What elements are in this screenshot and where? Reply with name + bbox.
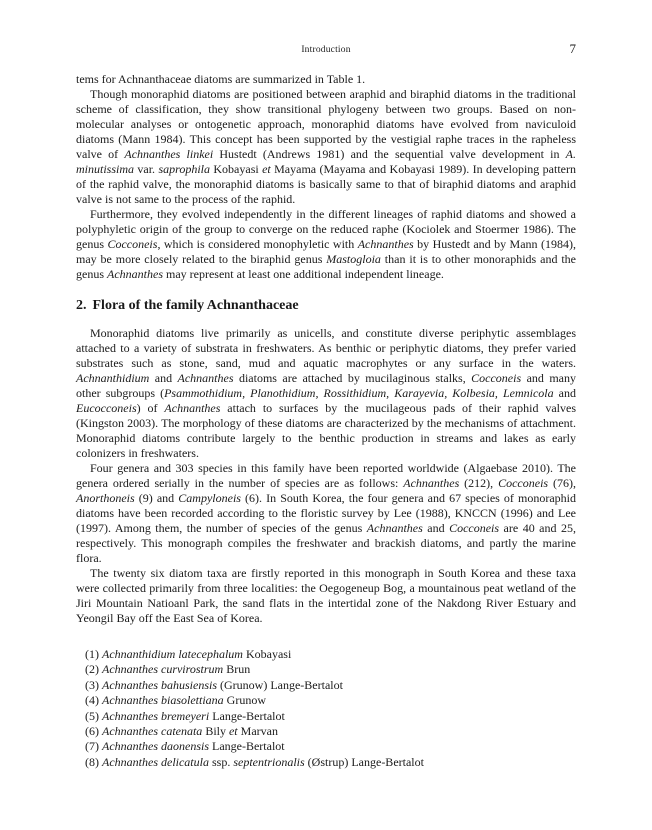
section-heading bbox=[76, 298, 576, 313]
text-run: (8) bbox=[85, 754, 102, 769]
section-number: 2. bbox=[76, 298, 87, 313]
paragraph bbox=[76, 87, 576, 207]
text-run: (5) bbox=[85, 708, 102, 723]
text-run: (1) bbox=[85, 647, 102, 661]
italic-run: Achnanthes bbox=[107, 267, 163, 281]
list-item bbox=[85, 693, 576, 708]
text-run: than it is to other monoraphids and the genus bbox=[76, 252, 576, 281]
text-run: (2) bbox=[85, 662, 102, 677]
text-run: may represent at least one additional independent lineage. bbox=[163, 267, 444, 281]
italic-run: Achnanthes bbox=[366, 521, 423, 535]
text-run: are 40 and 25, respectively. This monograph compiles the freshwater and brackish diatoms, and partly the marine flora. bbox=[76, 521, 576, 565]
text-run: Bily bbox=[202, 724, 229, 739]
text-run: and many other subgroups ( bbox=[76, 371, 576, 400]
text-run: Lange-Bertalot bbox=[209, 739, 285, 754]
italic-run: et bbox=[262, 162, 271, 176]
text-run: (3) bbox=[85, 677, 102, 692]
paragraph: tems for Achnanthaceae diatoms are summarized in Table 1. bbox=[76, 72, 366, 86]
text-run: Kobayasi bbox=[242, 647, 292, 661]
italic-run: Achnanthes catenata bbox=[102, 724, 203, 739]
italic-run: septentrionalis bbox=[233, 754, 305, 769]
text-run: (76), bbox=[548, 476, 576, 490]
italic-run: Cocconeis bbox=[498, 476, 549, 490]
italic-run: Achnanthes bbox=[164, 401, 221, 415]
italic-run: Achnanthes delicatula bbox=[102, 754, 209, 769]
text-run: var. bbox=[134, 162, 159, 176]
page-header bbox=[76, 41, 576, 61]
italic-run: Achnanthes bremeyeri bbox=[102, 708, 210, 723]
text-run: (7) bbox=[85, 739, 102, 754]
text-run: and bbox=[553, 386, 576, 400]
text-run: Hustedt (Andrews 1981) and the sequential valve development in bbox=[213, 147, 566, 161]
text-run: (Østrup) Lange-Bertalot bbox=[304, 754, 424, 769]
paragraph bbox=[76, 326, 576, 461]
page-body bbox=[76, 72, 576, 770]
italic-run: Achnanthes bbox=[177, 371, 234, 385]
italic-run: Cocconeis bbox=[471, 371, 522, 385]
paragraph bbox=[76, 461, 576, 566]
taxa-list bbox=[85, 647, 576, 770]
text-run: (6) bbox=[85, 724, 102, 739]
italic-run: Achnanthes linkei bbox=[124, 147, 214, 161]
italic-run: Mastogloia bbox=[326, 252, 381, 266]
italic-run: Achnanthes curvirostrum bbox=[102, 662, 224, 677]
italic-run: et bbox=[228, 724, 238, 739]
list-item bbox=[85, 724, 576, 739]
text-run: (Grunow) Lange-Bertalot bbox=[217, 677, 343, 692]
italic-run: A. minutissima bbox=[76, 147, 576, 176]
list-item bbox=[85, 647, 576, 662]
text-run: and bbox=[422, 521, 450, 535]
italic-run: Campyloneis bbox=[178, 491, 241, 505]
italic-run: Eucocconeis bbox=[76, 401, 137, 415]
italic-run: Achnanthes bbox=[403, 476, 460, 490]
italic-run: Achnanthidium bbox=[76, 371, 150, 385]
paragraph: The twenty six diatom taxa are firstly reported in this monograph in South Korea and these taxa were collected primarily from three localities: the Oegogeneup Bog, a mountainous peat wetland of the Jiri Mountain Natioanl Park, the sand flats in the intertidal zone of the Nakdong River Estuary and Yeongil Bay off the East Sea of Korea. bbox=[76, 566, 576, 625]
italic-run: Achnanthidium latecephalum bbox=[102, 647, 243, 661]
section-title: Flora of the family Achnanthaceae bbox=[92, 298, 299, 313]
list-item bbox=[85, 739, 576, 754]
italic-run: Cocconeis bbox=[449, 521, 500, 535]
list-item bbox=[85, 755, 576, 770]
italic-run: Achnanthes bbox=[357, 237, 414, 251]
list-item bbox=[85, 709, 576, 724]
italic-run: saprophila bbox=[158, 162, 210, 176]
paragraph bbox=[76, 207, 576, 282]
text-run: , which is considered monophyletic with bbox=[157, 237, 358, 251]
text-run: (9) and bbox=[134, 491, 179, 505]
text-run: Though monoraphid diatoms are positioned between araphid and biraphid diatoms in the traditional scheme of classification, they show transitional phylogeny between two groups. Based on non-molecular analyses or ontogenetic approach, monoraphid diatoms have evolved from naviculoid diatoms (Mann 1984). This concept has been supported by the vestigial raphe traces in the rapheless valve of bbox=[76, 87, 576, 161]
text-run: Grunow bbox=[223, 693, 266, 708]
text-run: (212), bbox=[459, 476, 499, 490]
italic-run: Achnanthes bahusiensis bbox=[102, 677, 217, 692]
text-run: ssp. bbox=[208, 754, 234, 769]
text-run: Kobayasi bbox=[210, 162, 263, 176]
text-run: (4) bbox=[85, 693, 102, 708]
running-title: Introduction bbox=[301, 45, 351, 55]
list-item bbox=[85, 678, 576, 693]
text-run: diatoms are attached by mucilaginous stalks, bbox=[233, 371, 472, 385]
italic-run: Anorthoneis bbox=[76, 491, 135, 505]
text-run: ) of bbox=[136, 401, 165, 415]
text-run: attach to surfaces by the mucilageous pads of their raphid valves (Kingston 2003). The morphology of these diatoms are characterized by the mechanisms of attachment. Monoraphid diatoms contribute largely to the benthic production in streams and lakes as early colonizers in freshwaters. bbox=[76, 401, 576, 460]
text-run: Brun bbox=[223, 662, 251, 677]
text-run: and bbox=[149, 371, 178, 385]
text-run: Monoraphid diatoms live primarily as unicells, and constitute diverse periphytic assemblages attached to a variety of substrata in freshwaters. As benthic or periphytic diatoms, they prefer varied substrates such as stone, sand, mud and aquatic macrophytes or any surface in the waters. bbox=[76, 326, 576, 370]
text-run: Lange-Bertalot bbox=[209, 708, 285, 723]
italic-run: Psammothidium, Planothidium, Rossithidium, Karayevia, Kolbesia, Lemnicola bbox=[164, 386, 554, 400]
text-run: Mayama (Mayama and Kobayasi 1989). In developing pattern of the raphid valve, the monoraphid diatoms is basically same to that of biraphid diatoms and araphid valve is not same to the process of the raphid. bbox=[76, 162, 576, 206]
text-run: (6). In South Korea, the four genera and 67 species of monoraphid diatoms have been recorded according to the floristic survey by Lee (1988), KNCCN (1996) and Lee (1997). Among them, the number of species of the genus bbox=[76, 491, 576, 535]
list-item bbox=[85, 662, 576, 677]
italic-run: Cocconeis bbox=[107, 237, 158, 251]
italic-run: Achnanthes daonensis bbox=[102, 739, 209, 754]
text-run: by Hustedt and by Mann (1984), may be more closely related to the biraphid genus bbox=[76, 237, 576, 266]
italic-run: Achnanthes biasolettiana bbox=[102, 693, 224, 708]
text-run: Furthermore, they evolved independently in the different lineages of raphid diatoms and showed a polyphyletic origin of the group to converge on the reduced raphe (Kociolek and Stoermer 1986). The genus bbox=[76, 207, 576, 251]
page-number: 7 bbox=[569, 41, 576, 56]
text-run: Four genera and 303 species in this family have been reported worldwide (Algaebase 2010). The genera ordered serially in the number of species are as follows: bbox=[76, 461, 576, 490]
text-run: Marvan bbox=[237, 724, 278, 739]
